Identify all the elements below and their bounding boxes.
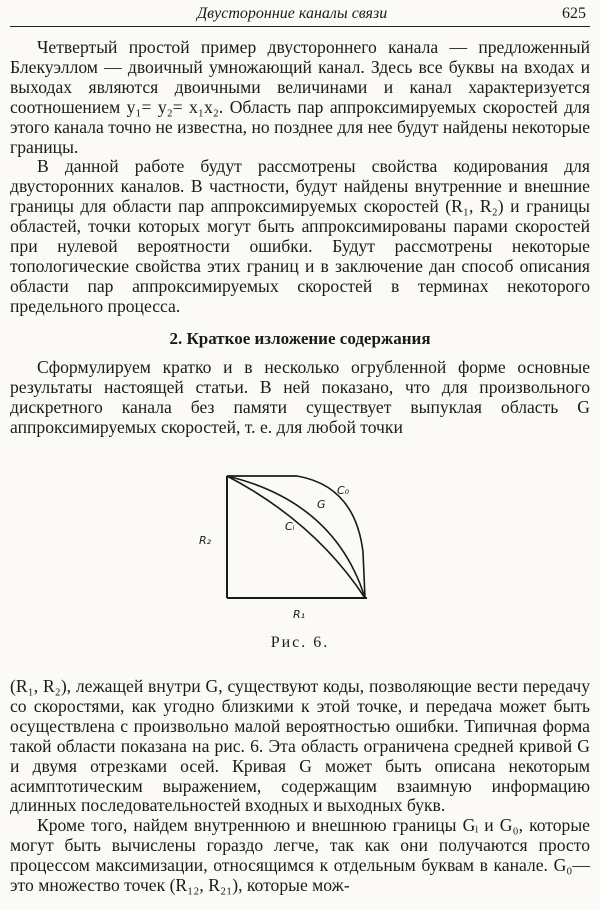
curve-label-ci: Cᵢ (285, 520, 295, 533)
paragraph: Сформулируем кратко и в несколько огрубленной форме основные результаты настоящей статьи. В ней показано, что для произвольного дискретного канала без памяти существует выпуклая область G аппроксимируемых скоростей, т. е. для любой точки (10, 357, 590, 437)
header-rule (10, 26, 590, 27)
y-axis-label: R₂ (199, 534, 212, 547)
page-header (0, 0, 600, 30)
curve-label-g: G (317, 498, 326, 511)
section-heading: 2. Краткое изложение содержания (169, 329, 431, 348)
after-figure-text (10, 677, 590, 896)
paragraph: В данной работе будут рассмотрены свойства кодирования для двусторонних каналов. В частности, будут найдены внутренние и внешние границы для области пар аппроксимируемых скоростей (R₁, R₂) и границы областей, точки которых могут быть аппроксимированы парами скоростей при нулевой вероятности ошибки. Будут рассмотрены некоторые топологические свойства этих границ и в заключение дан способ описания области пар аппроксимируемых скоростей в терминах некоторого предельного процесса. (10, 156, 590, 316)
x-axis-label: R₁ (293, 608, 306, 621)
curve-label-c0: C₀ (337, 484, 350, 497)
figure-caption: Рис. 6. (270, 634, 330, 651)
figure-6 (185, 452, 395, 630)
paragraph: Четвертый простой пример двустороннего канала — предложенный Блекуэллом — двоичный умножающий канал. Здесь все буквы на входах и выходах являются двоичными величинами и канал характеризуется соотношением y₁= y₂= x₁x₂. Область пар аппроксимируемых скоростей для этого канала точно не известна, но позднее для нее будут найдены некоторые границы. (10, 37, 590, 157)
running-title: Двусторонние каналы связи (197, 5, 388, 22)
page-number: 625 (562, 5, 586, 22)
intro-text (10, 38, 590, 317)
section-text (10, 358, 590, 438)
paragraph: (R₁, R₂), лежащей внутри G, существуют коды, позволяющие вести передачу со скоростями, как угодно близкими к этой точке, и передача может быть осуществлена с произвольно малой вероятностью ошибки. Типичная форма такой области показана на рис. 6. Эта область ограничена средней кривой G и двумя отрезками осей. Кривая G может быть описана некоторым асимптотическим выражением, содержащим взаимную информацию длинных последовательностей входных и выходных букв. (10, 676, 590, 816)
paragraph: Кроме того, найдем внутреннюю и внешнюю границы Gᵢ и G₀, которые могут быть вычислены гораздо легче, так как они получаются просто процессом максимизации, относящимся к отдельным буквам в канале. G₀— это множество точек (R₁₂, R₂₁), которые мож- (10, 815, 590, 896)
region-diagram (185, 452, 395, 630)
